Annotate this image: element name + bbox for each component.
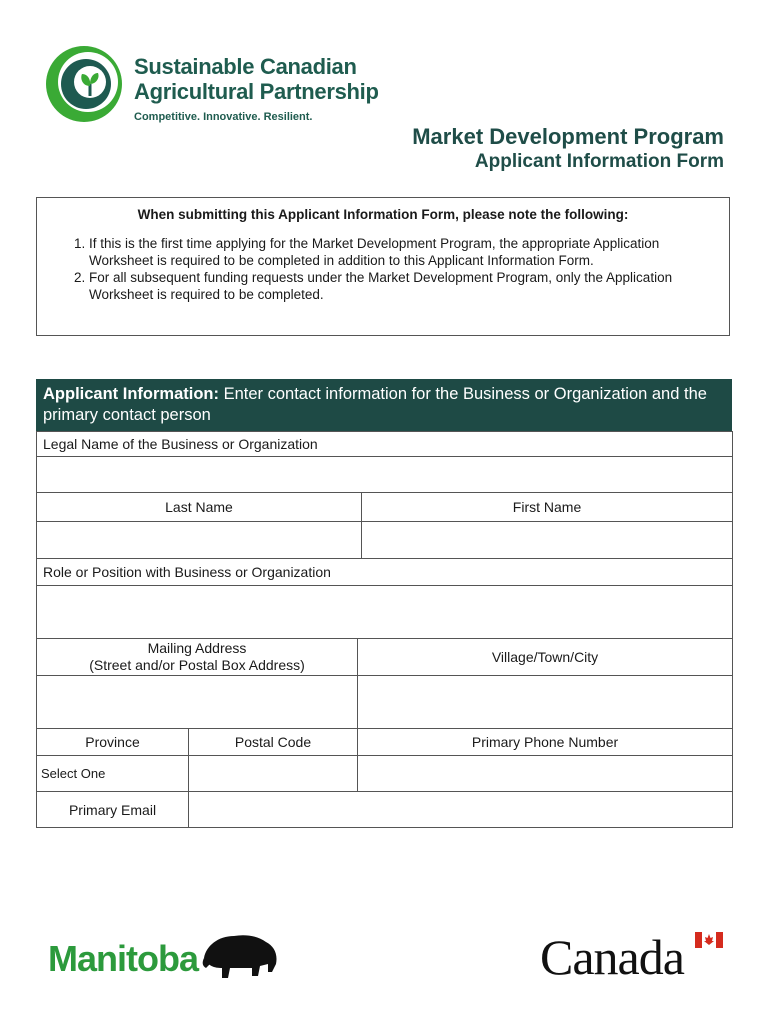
canada-wordmark	[540, 928, 730, 988]
canada-text: Canada	[540, 929, 684, 985]
first-name-field[interactable]	[362, 522, 733, 559]
legal-name-field[interactable]	[37, 457, 733, 493]
mailing-address-label-line2: (Street and/or Postal Box Address)	[89, 657, 305, 673]
scap-logo	[44, 44, 404, 134]
org-name-line1: Sustainable Canadian	[134, 54, 357, 79]
notice-item: 1. If this is the first time applying for the Market Development Program, the appropriate Application Worksheet is required to be completed in addition to this Applicant Information Form.	[89, 235, 705, 269]
email-label: Primary Email	[37, 792, 189, 828]
role-label: Role or Position with Business or Organization	[37, 559, 733, 586]
village-field[interactable]	[358, 676, 733, 729]
section-banner	[36, 379, 732, 431]
org-tagline: Competitive. Innovative. Resilient.	[134, 111, 313, 123]
notice-heading: When submitting this Applicant Information Form, please note the following:	[137, 207, 629, 222]
applicant-table	[36, 431, 733, 828]
form-title: Applicant Information Form	[474, 151, 724, 172]
role-field[interactable]	[37, 586, 733, 639]
phone-label: Primary Phone Number	[358, 729, 733, 756]
canada-flag-icon	[695, 932, 723, 948]
notice-box	[36, 197, 730, 336]
legal-name-label: Legal Name of the Business or Organization	[37, 432, 733, 457]
last-name-label: Last Name	[37, 493, 362, 522]
leaf-logo-icon	[44, 44, 124, 124]
last-name-field[interactable]	[37, 522, 362, 559]
postal-code-field[interactable]	[189, 756, 358, 792]
phone-field[interactable]	[358, 756, 733, 792]
notice-item: 2. For all subsequent funding requests under the Market Development Program, only the Application Worksheet is required to be completed.	[89, 269, 705, 303]
manitoba-logo	[48, 928, 278, 984]
email-field[interactable]	[189, 792, 733, 828]
mailing-address-field[interactable]	[37, 676, 358, 729]
first-name-label: First Name	[362, 493, 733, 522]
org-name-line2: Agricultural Partnership	[134, 79, 379, 104]
notice-list	[37, 235, 729, 303]
mailing-address-label	[37, 639, 358, 676]
village-label: Village/Town/City	[358, 639, 733, 676]
postal-code-label: Postal Code	[189, 729, 358, 756]
applicant-form	[36, 379, 732, 828]
province-label: Province	[37, 729, 189, 756]
org-name	[134, 54, 379, 104]
manitoba-wordmark: Manitoba	[48, 938, 198, 979]
banner-text: Enter contact information for the Business or Organization and the primary contact person	[43, 385, 707, 424]
banner-heading: Applicant Information:	[43, 385, 219, 403]
mailing-address-label-line1: Mailing Address	[147, 640, 247, 656]
bison-icon	[200, 928, 280, 980]
program-title: Market Development Program	[412, 124, 724, 149]
province-select[interactable]: Select One	[37, 756, 189, 792]
